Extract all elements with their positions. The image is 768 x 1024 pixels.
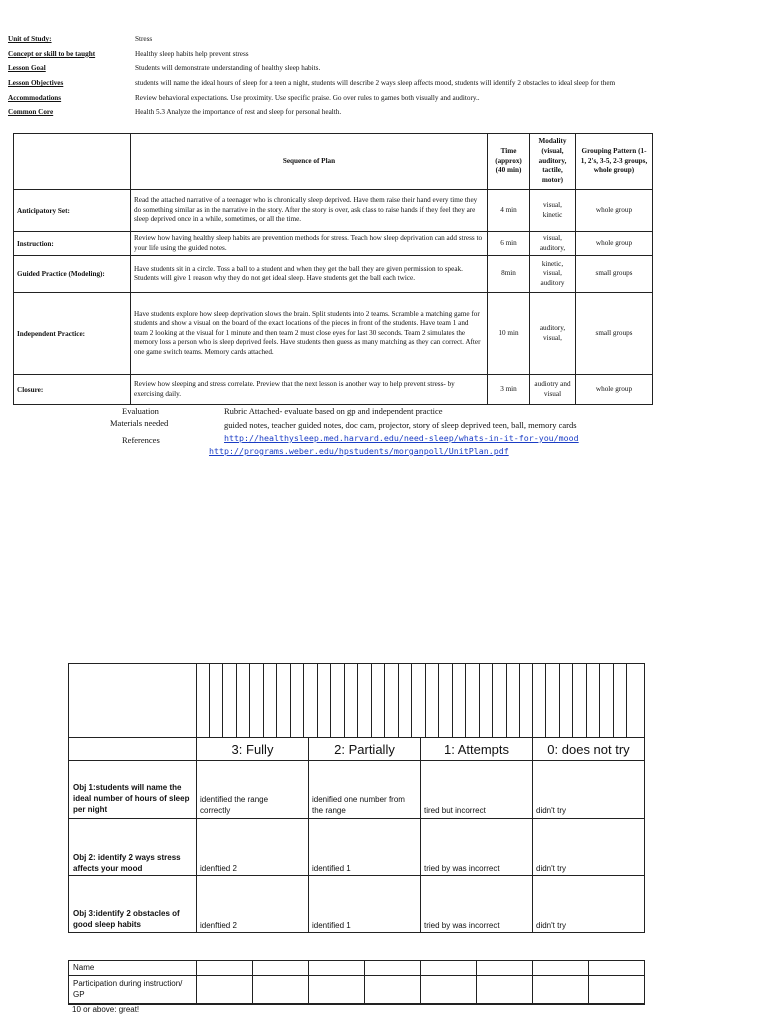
plan-row: [14, 375, 653, 405]
eval-value: Rubric Attached- evaluate based on gp and independent practice: [224, 406, 443, 416]
rubric-objective: Obj 2: identify 2 ways stress affects your mood: [73, 853, 181, 873]
info-label: Lesson Goal: [8, 64, 46, 73]
rubric-cell: idenftied 2: [200, 864, 237, 873]
info-value: students will name the ideal hours of sleep for a teen a night, students will describe 2 ways sleep affects mood, students will identify 2 obstacles to ideal sleep for them: [135, 79, 616, 88]
grid-line: [626, 664, 627, 737]
plan-grouping: small groups: [576, 256, 653, 293]
grid-line: [644, 664, 645, 737]
rubric-divider: [532, 737, 533, 933]
grid-line: [476, 961, 477, 1003]
grid-line: [599, 664, 600, 737]
plan-desc: Review how having healthy sleep habits are prevention methods for stress. Teach how sleep deprivation can add stress to your life using the guided notes.: [131, 232, 488, 256]
grid-line: [532, 961, 533, 1003]
references-label: References: [122, 435, 160, 445]
grid-line: [613, 664, 614, 737]
grid-line: [308, 961, 309, 1003]
info-label: Accommodations: [8, 93, 62, 102]
plan-grouping: whole group: [576, 232, 653, 256]
grid-line: [252, 961, 253, 1003]
grid-line: [357, 664, 358, 737]
plan-desc: Read the attached narrative of a teenager who is chronically sleep deprived. Have them raise their hand every time they do something similar as in the narrative in the story. After the story is over, ask class to raise hands if they feel they are sleep deprived once in a while, sometimes, or all the time.: [131, 190, 488, 232]
grid-line: [384, 664, 385, 737]
plan-stage: Anticipatory Set:: [14, 190, 131, 232]
plan-modality: auditory, visual,: [530, 293, 576, 375]
plan-desc: Have students sit in a circle. Toss a ball to a student and when they get the ball they are given permission to speak. Students will give 1 reason why they do not get ideal sleep. Have students get the ball each twice.: [131, 256, 488, 293]
grid-line: [420, 961, 421, 1003]
rubric-header-2: 2: Partially: [334, 741, 395, 757]
grid-line: [276, 664, 277, 737]
grid-line: [519, 664, 520, 737]
rubric-cell: identified 1: [312, 864, 351, 873]
plan-row: [14, 293, 653, 375]
plan-header-grouping: Grouping Pattern (1-1, 2's, 3-5, 2-3 groups, whole group): [576, 134, 653, 190]
grid-line: [209, 664, 210, 737]
grid-line: [344, 664, 345, 737]
plan-stage: Closure:: [14, 375, 131, 405]
plan-time: 4 min: [488, 190, 530, 232]
materials-label: Materials needed: [110, 418, 169, 428]
plan-row: [14, 190, 653, 232]
participation-row: [69, 976, 644, 1004]
grid-line: [398, 664, 399, 737]
info-value: Stress: [135, 35, 153, 44]
rubric-cell: tired but incorrect: [424, 806, 486, 815]
plan-desc: Review how sleeping and stress correlate. Preview that the next lesson is another way to help prevent stress- by exercising daily.: [131, 375, 488, 405]
grid-line: [479, 664, 480, 737]
lesson-info: [8, 32, 760, 120]
plan-modality: kinetic, visual, auditory: [530, 256, 576, 293]
plan-row: [14, 232, 653, 256]
grid-line: [465, 664, 466, 737]
rubric-cell: didn't try: [536, 806, 566, 815]
plan-time: 8min: [488, 256, 530, 293]
grid-line: [330, 664, 331, 737]
rubric-objective: Obj 1:students will name the ideal number of hours of sleep per night: [73, 783, 190, 814]
plan-stage: Guided Practice (Modeling):: [14, 256, 131, 293]
info-value: Review behavioral expectations. Use proximity. Use specific praise. Go over rules to games both visually and auditory..: [135, 93, 480, 102]
name-label: Name: [73, 963, 95, 972]
rubric-cell: identified the range correctly: [200, 795, 269, 815]
reference-link-1[interactable]: http://healthysleep.med.harvard.edu/need-sleep/whats-in-it-for-you/mood: [224, 433, 579, 443]
rubric-cell: didn't try: [536, 864, 566, 873]
plan-header-modality: Modality (visual, auditory, tactile, motor): [530, 134, 576, 190]
plan-modality: visual, auditory,: [530, 232, 576, 256]
rubric-divider: [69, 875, 644, 876]
grid-line: [411, 664, 412, 737]
info-value: Students will demonstrate understanding of healthy sleep habits.: [135, 64, 321, 73]
grid-line: [559, 664, 560, 737]
plan-time: 10 min: [488, 293, 530, 375]
score-note: 10 or above: great!: [72, 1005, 140, 1014]
grid-line: [196, 664, 197, 737]
rubric-table: [68, 663, 645, 933]
plan-header-time: Time (approx) (40 min): [488, 134, 530, 190]
plan-modality: visual, kinetic: [530, 190, 576, 232]
rubric-cell: idenified one number from the range: [312, 795, 405, 815]
rubric-header-3: 3: Fully: [231, 741, 274, 757]
materials-value: guided notes, teacher guided notes, doc cam, projector, story of sleep deprived teen, ball, memory cards: [224, 420, 577, 430]
info-label: Unit of Study:: [8, 35, 52, 44]
plan-row: [14, 256, 653, 293]
plan-time: 3 min: [488, 375, 530, 405]
grid-line: [492, 664, 493, 737]
participation-label: Participation during instruction/ GP: [73, 979, 183, 999]
plan-header-blank: [14, 134, 131, 190]
rubric-cell: idenftied 2: [200, 921, 237, 930]
rubric-cell: didn't try: [536, 921, 566, 930]
grid-line: [452, 664, 453, 737]
plan-table: [13, 133, 653, 405]
plan-time: 6 min: [488, 232, 530, 256]
grid-line: [236, 664, 237, 737]
info-value: Healthy sleep habits help prevent stress: [135, 49, 249, 58]
grid-line: [222, 664, 223, 737]
grid-line: [317, 664, 318, 737]
plan-modality: audiotry and visual: [530, 375, 576, 405]
rubric-divider: [420, 737, 421, 933]
grid-line: [532, 664, 533, 737]
rubric-divider: [69, 760, 644, 761]
grid-line: [425, 664, 426, 737]
grid-line: [588, 961, 589, 1003]
rubric-objective: Obj 3:identify 2 obstacles of good sleep habits: [73, 909, 180, 929]
rubric-divider: [308, 737, 309, 933]
rubric-header-1: 1: Attempts: [443, 741, 510, 757]
plan-header-sequence: Sequence of Plan: [131, 134, 488, 190]
plan-stage: Instruction:: [14, 232, 131, 256]
info-label: Concept or skill to be taught: [8, 49, 96, 58]
rubric-cell: identified 1: [312, 921, 351, 930]
grid-line: [586, 664, 587, 737]
grid-line: [263, 664, 264, 737]
rubric-header-0: 0: does not try: [547, 741, 630, 757]
grid-line: [506, 664, 507, 737]
name-row: [69, 961, 644, 976]
grid-line: [438, 664, 439, 737]
grid-line: [249, 664, 250, 737]
rubric-divider: [196, 737, 197, 933]
grid-line: [303, 664, 304, 737]
rubric-empty-grid: [69, 664, 644, 737]
rubric-divider: [69, 818, 644, 819]
eval-label: Evaluation: [122, 406, 159, 416]
plan-grouping: whole group: [576, 190, 653, 232]
info-label: Lesson Objectives: [8, 79, 64, 88]
participation-table: [68, 960, 645, 1005]
plan-stage: Independent Practice:: [14, 293, 131, 375]
info-value: Health 5.3 Analyze the importance of rest and sleep for personal health.: [135, 108, 342, 117]
reference-link-2[interactable]: http://programs.weber.edu/hpstudents/morganpoll/UnitPlan.pdf: [209, 446, 509, 456]
rubric-cell: tried by was incorrect: [424, 864, 500, 873]
grid-line: [572, 664, 573, 737]
rubric-cell: tried by was incorrect: [424, 921, 500, 930]
plan-grouping: whole group: [576, 375, 653, 405]
grid-line: [196, 961, 197, 1003]
info-label: Common Core: [8, 108, 54, 117]
grid-line: [364, 961, 365, 1003]
plan-grouping: small groups: [576, 293, 653, 375]
grid-line: [371, 664, 372, 737]
grid-line: [290, 664, 291, 737]
grid-line: [545, 664, 546, 737]
plan-desc: Have students explore how sleep deprivation slows the brain. Split students into 2 teams. Scramble a matching game for students and show a visual on the board of the exact locations of the pieces in front of the students. Have team 1 and team 2 looking at the visual for 1 minute and then team 2 must close eyes for last 30 seconds. Team 2 simulates the memory loss a person who is sleep deprived feels. Have students then guess as many matching as they can correct. After one game switch teams. Memory cards attached.: [131, 293, 488, 375]
